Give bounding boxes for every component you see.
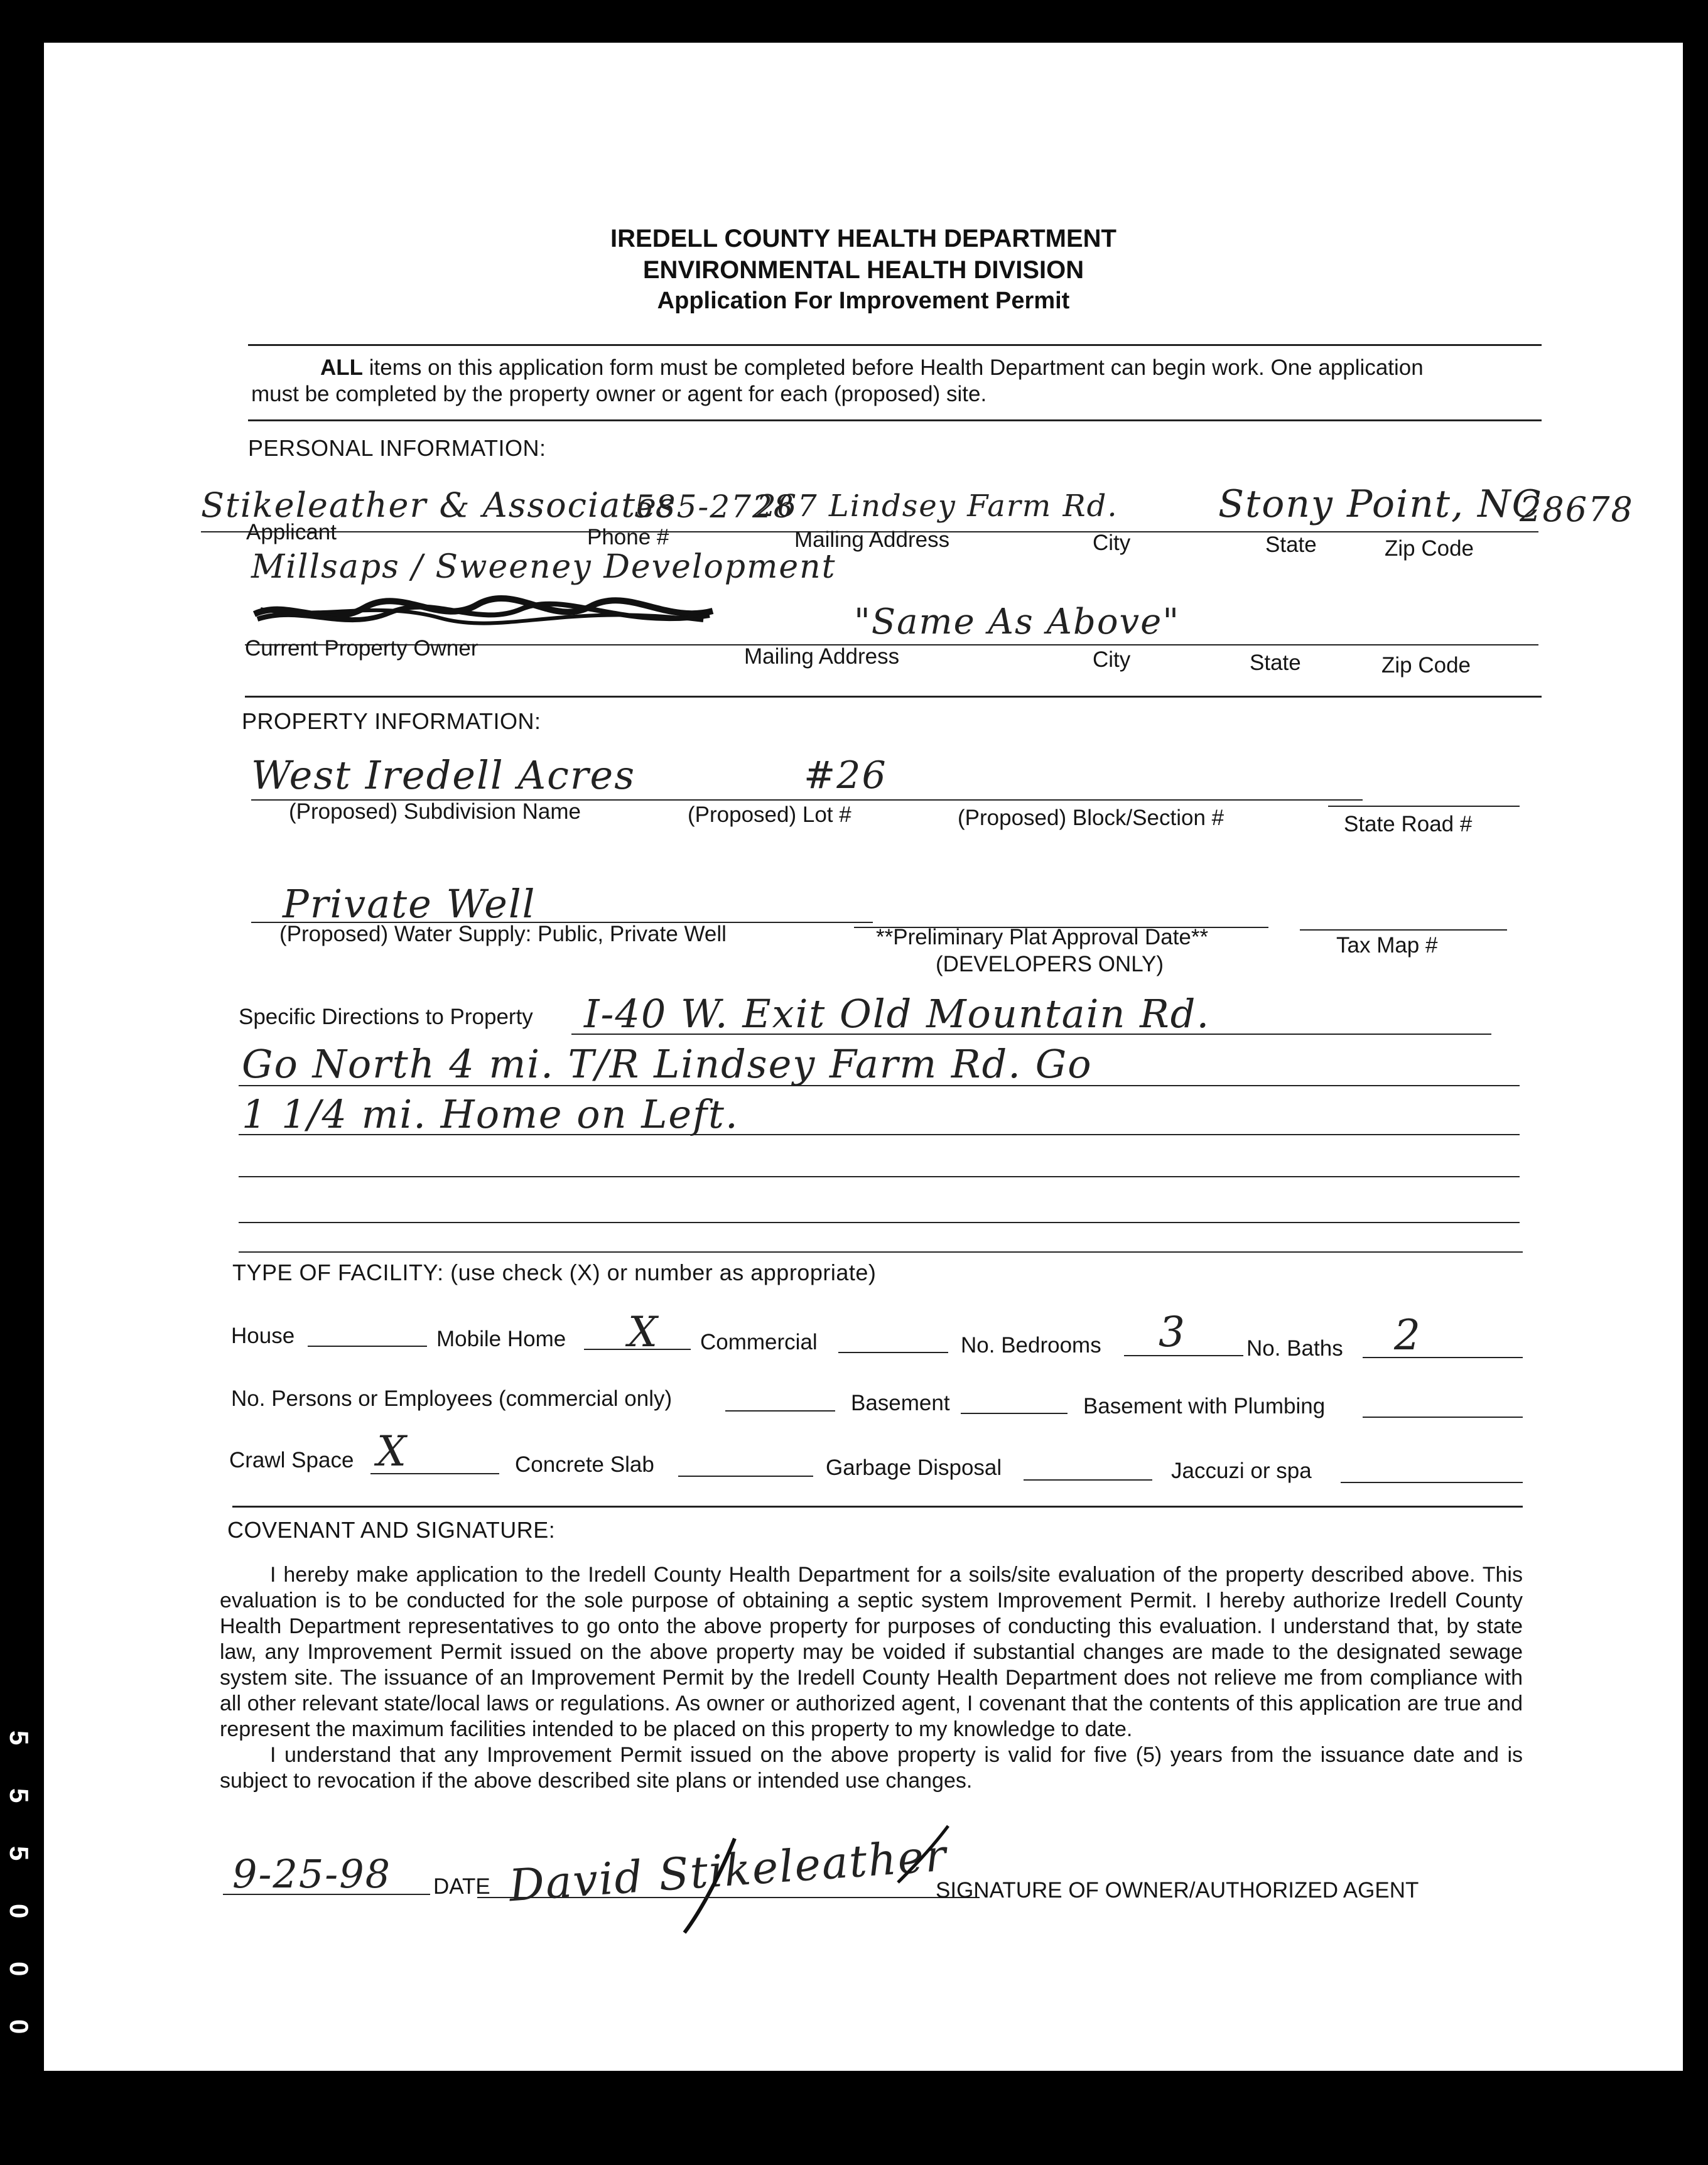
bedrooms-line: [1124, 1355, 1243, 1356]
applicant-address-entry[interactable]: 267 Lindsey Farm Rd.: [757, 489, 1118, 524]
divider: [248, 419, 1542, 421]
crawl-line: [370, 1473, 499, 1474]
property-heading: PROPERTY INFORMATION:: [242, 708, 541, 734]
intro-text1: items on this application form must be completed before Health Department can begin work. One application: [363, 355, 1424, 380]
label-jaccuzi: Jaccuzi or spa: [1171, 1459, 1312, 1483]
form-title-line3: Application For Improvement Permit: [657, 288, 1070, 314]
label-bedrooms: No. Bedrooms: [961, 1333, 1101, 1358]
directions-rule: [239, 1085, 1520, 1086]
directions-rule: [571, 1034, 1491, 1035]
directions-line1[interactable]: I-40 W. Exit Old Mountain Rd.: [584, 991, 1211, 1037]
label-mobile-home: Mobile Home: [436, 1327, 566, 1351]
intro-line2: must be completed by the property owner or agent for each (proposed) site.: [251, 382, 987, 406]
form-title-line1: IREDELL COUNTY HEALTH DEPARTMENT: [610, 225, 1116, 252]
edge-mark: 5: [4, 1846, 34, 1861]
mobile-home-check[interactable]: X: [628, 1308, 659, 1356]
directions-rule: [239, 1222, 1520, 1223]
crawl-space-check[interactable]: X: [377, 1427, 408, 1476]
form-title-line2: ENVIRONMENTAL HEALTH DIVISION: [642, 256, 1084, 284]
applicant-city-state-entry[interactable]: Stony Point, NC: [1218, 482, 1542, 526]
edge-mark: 0: [4, 1904, 34, 1919]
divider: [245, 696, 1542, 698]
label-city: City: [1093, 531, 1131, 555]
covenant-text: [220, 1562, 1523, 1794]
label-crawl-space: Crawl Space: [229, 1448, 354, 1472]
intro-bold: ALL: [320, 355, 364, 380]
label-state-road: State Road #: [1344, 812, 1473, 836]
basement-plumbing-line: [1363, 1417, 1523, 1418]
signature-line: [477, 1897, 980, 1898]
label-owner-state: State: [1250, 651, 1301, 675]
label-basement: Basement: [851, 1391, 950, 1415]
mobile-home-line: [584, 1349, 691, 1350]
label-plat-date: **Preliminary Plat Approval Date**: [876, 925, 1209, 949]
subdivision-entry[interactable]: West Iredell Acres: [251, 752, 636, 798]
house-line: [308, 1346, 427, 1347]
edge-mark: 0: [4, 2019, 34, 2034]
personal-heading: PERSONAL INFORMATION:: [248, 435, 546, 461]
covenant-heading: COVENANT AND SIGNATURE:: [227, 1517, 556, 1543]
baths-value[interactable]: 2: [1394, 1311, 1422, 1359]
label-applicant: Applicant: [246, 520, 337, 544]
road-line: [1328, 806, 1520, 807]
owner-address-entry[interactable]: "Same As Above": [854, 602, 1181, 642]
directions-line3[interactable]: 1 1/4 mi. Home on Left.: [242, 1091, 739, 1137]
label-signature: SIGNATURE OF OWNER/AUTHORIZED AGENT: [936, 1878, 1419, 1903]
basement-line: [961, 1413, 1068, 1414]
directions-rule: [239, 1176, 1520, 1177]
directions-rule: [239, 1134, 1520, 1135]
label-basement-plumbing: Basement with Plumbing: [1083, 1394, 1326, 1418]
label-persons: No. Persons or Employees (commercial only): [231, 1386, 673, 1411]
owner-name-entry[interactable]: Millsaps / Sweeney Development: [251, 548, 836, 586]
covenant-paragraph-2: I understand that any Improvement Permit issued on the above property is valid for five (5) years from the issuance date and is subject to revocation if the above described site plans or intended use changes.: [220, 1743, 1523, 1793]
label-concrete-slab: Concrete Slab: [515, 1452, 654, 1477]
label-phone: Phone #: [587, 525, 669, 549]
bedrooms-value[interactable]: 3: [1159, 1308, 1186, 1356]
label-baths: No. Baths: [1246, 1336, 1343, 1361]
label-lot: (Proposed) Lot #: [688, 802, 851, 827]
commercial-line: [838, 1352, 948, 1353]
garbage-line: [1024, 1479, 1152, 1481]
directions-rule: [239, 1251, 1523, 1253]
label-directions: Specific Directions to Property: [239, 1005, 533, 1029]
divider: [232, 1506, 1523, 1508]
form-page: [44, 43, 1683, 2071]
label-commercial: Commercial: [700, 1330, 818, 1354]
facility-heading: TYPE OF FACILITY: (use check (X) or number as appropriate): [232, 1260, 877, 1285]
label-owner-city: City: [1093, 647, 1131, 672]
label-house: House: [231, 1324, 295, 1348]
label-tax-map: Tax Map #: [1336, 933, 1438, 958]
signature-flourish: [496, 1813, 1011, 1939]
applicant-zip-entry[interactable]: 28678: [1520, 490, 1634, 529]
label-block: (Proposed) Block/Section #: [958, 806, 1224, 830]
edge-scan-marks: [0, 1720, 38, 2067]
applicant-name-entry[interactable]: Stikeleather & Associates: [201, 485, 676, 525]
lot-entry[interactable]: #26: [804, 753, 887, 797]
label-date: DATE: [433, 1874, 490, 1899]
label-state: State: [1265, 532, 1317, 557]
slab-line: [678, 1476, 813, 1477]
label-mailing-address: Mailing Address: [794, 527, 950, 552]
label-current-owner: Current Property Owner: [245, 636, 478, 661]
label-developers-only: (DEVELOPERS ONLY): [936, 952, 1164, 976]
label-subdivision: (Proposed) Subdivision Name: [289, 799, 581, 824]
persons-line: [725, 1410, 835, 1412]
date-entry[interactable]: 9-25-98: [232, 1851, 392, 1897]
label-garbage-disposal: Garbage Disposal: [826, 1455, 1002, 1480]
directions-line2[interactable]: Go North 4 mi. T/R Lindsey Farm Rd. Go: [242, 1041, 1093, 1087]
label-water-supply: (Proposed) Water Supply: Public, Private Well: [279, 922, 727, 946]
scribble-mark: [251, 595, 716, 633]
intro-line1: [320, 355, 1424, 381]
water-supply-entry[interactable]: Private Well: [283, 881, 536, 927]
signature-entry[interactable]: David Stikeleather: [507, 1829, 949, 1912]
edge-mark: 5: [4, 1788, 34, 1803]
covenant-paragraph-1: I hereby make application to the Iredell County Health Department for a soils/site evaluation of the property described above. This evaluation is to be conducted for the sole purpose of obtaining a septic system Improvement Permit. I hereby authorize Iredell County Health Department representatives to go onto the above property for purposes of conducting this evaluation. I understand that, by state law, any Improvement Permit issued on the above property may be voided if substantial changes are made to the designated sewage system site. The issuance of an Improvement Permit by the Iredell County Health Department does not relieve me from compliance with all other relevant state/local laws or regulations. As owner or authorized agent, I covenant that the contents of this application are true and represent the maximum facilities intended to be placed on this property to my knowledge to date.: [220, 1563, 1523, 1741]
label-zip: Zip Code: [1385, 536, 1474, 561]
label-owner-mailing: Mailing Address: [744, 644, 900, 669]
jaccuzi-line: [1341, 1482, 1523, 1483]
date-line: [223, 1894, 430, 1895]
edge-mark: 0: [4, 1962, 34, 1977]
divider: [248, 344, 1542, 346]
edge-mark: 5: [4, 1730, 34, 1746]
tax-line: [1300, 929, 1507, 931]
baths-line: [1363, 1357, 1523, 1358]
applicant-phone-entry[interactable]: 585-2728: [634, 489, 795, 525]
label-owner-zip: Zip Code: [1381, 653, 1471, 678]
